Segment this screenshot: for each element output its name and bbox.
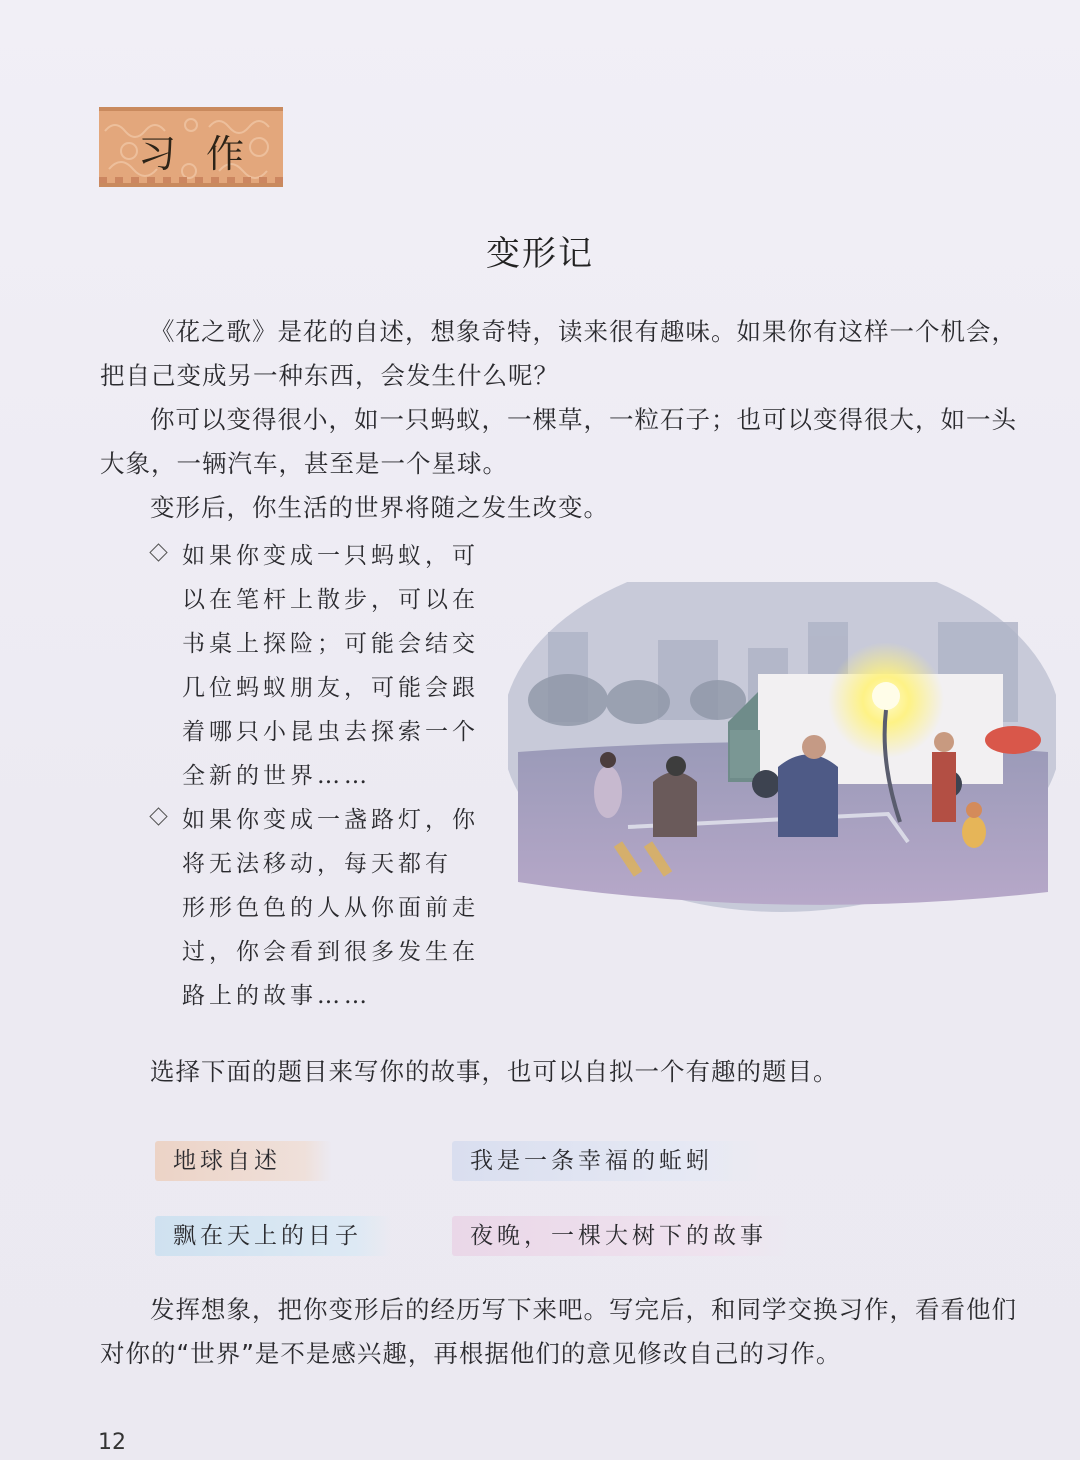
bullet-line: 几位蚂蚁朋友，可能会跟 — [182, 675, 479, 701]
topic-tag-1: 地球自述 — [155, 1141, 331, 1181]
section-banner — [99, 107, 283, 187]
diamond-bullet-icon — [149, 807, 167, 825]
diamond-bullet-icon — [149, 543, 167, 561]
bullet-line: 以在笔杆上散步，可以在 — [182, 587, 479, 613]
bullet-line: 形形色色的人从你面前走 — [182, 895, 479, 921]
paragraph-prompt: 选择下面的题目来写你的故事，也可以自拟一个有趣的题目。 — [150, 1057, 839, 1086]
bullet-item-streetlamp — [152, 798, 482, 1018]
topic-tag-2: 我是一条幸福的蚯蚓 — [452, 1141, 758, 1181]
lamp-bulb — [872, 682, 900, 710]
paragraph-intro: 《花之歌》是花的自述，想象奇特，读来很有趣味。如果你有这样一个机会，把自己变成另一种东西，会发生什么呢？ — [100, 317, 1017, 390]
topic-tag-4: 夜晚，一棵大树下的故事 — [452, 1216, 788, 1256]
bullet-line: 书桌上探险；可能会结交 — [182, 631, 479, 657]
bullet-item-ant — [152, 534, 482, 798]
bullet-line: 路上的故事…… — [182, 983, 371, 1009]
topic-tag-3: 飘在天上的日子 — [155, 1216, 391, 1256]
bullet-line: 如果你变成一盏路灯，你 — [182, 807, 479, 833]
street-illustration — [508, 582, 1056, 920]
paragraph-closing: 发挥想象，把你变形后的经历写下来吧。写完后，和同学交换习作，看看他们对你的“世界”是不是感兴趣，再根据他们的意见修改自己的习作。 — [100, 1295, 1017, 1368]
page-number: 12 — [98, 1430, 126, 1455]
paragraph-change: 变形后，你生活的世界将随之发生改变。 — [150, 493, 609, 522]
bullet-line: 着哪只小昆虫去探索一个 — [182, 719, 479, 745]
red-car — [985, 726, 1041, 754]
bullet-list — [152, 534, 482, 1018]
paragraph-examples: 你可以变得很小，如一只蚂蚁，一棵草，一粒石子；也可以变得很大，如一头大象，一辆汽车，甚至是一个星球。 — [100, 405, 1017, 478]
bullet-line: 将无法移动，每天都有 — [182, 851, 452, 877]
bullet-line: 过，你会看到很多发生在 — [182, 939, 479, 965]
bullet-line: 如果你变成一只蚂蚁，可 — [182, 543, 479, 569]
trees — [528, 674, 746, 726]
bullet-line: 全新的世界…… — [182, 763, 371, 789]
banner-label: 习作 — [137, 132, 274, 176]
page-title: 变形记 — [486, 234, 594, 274]
